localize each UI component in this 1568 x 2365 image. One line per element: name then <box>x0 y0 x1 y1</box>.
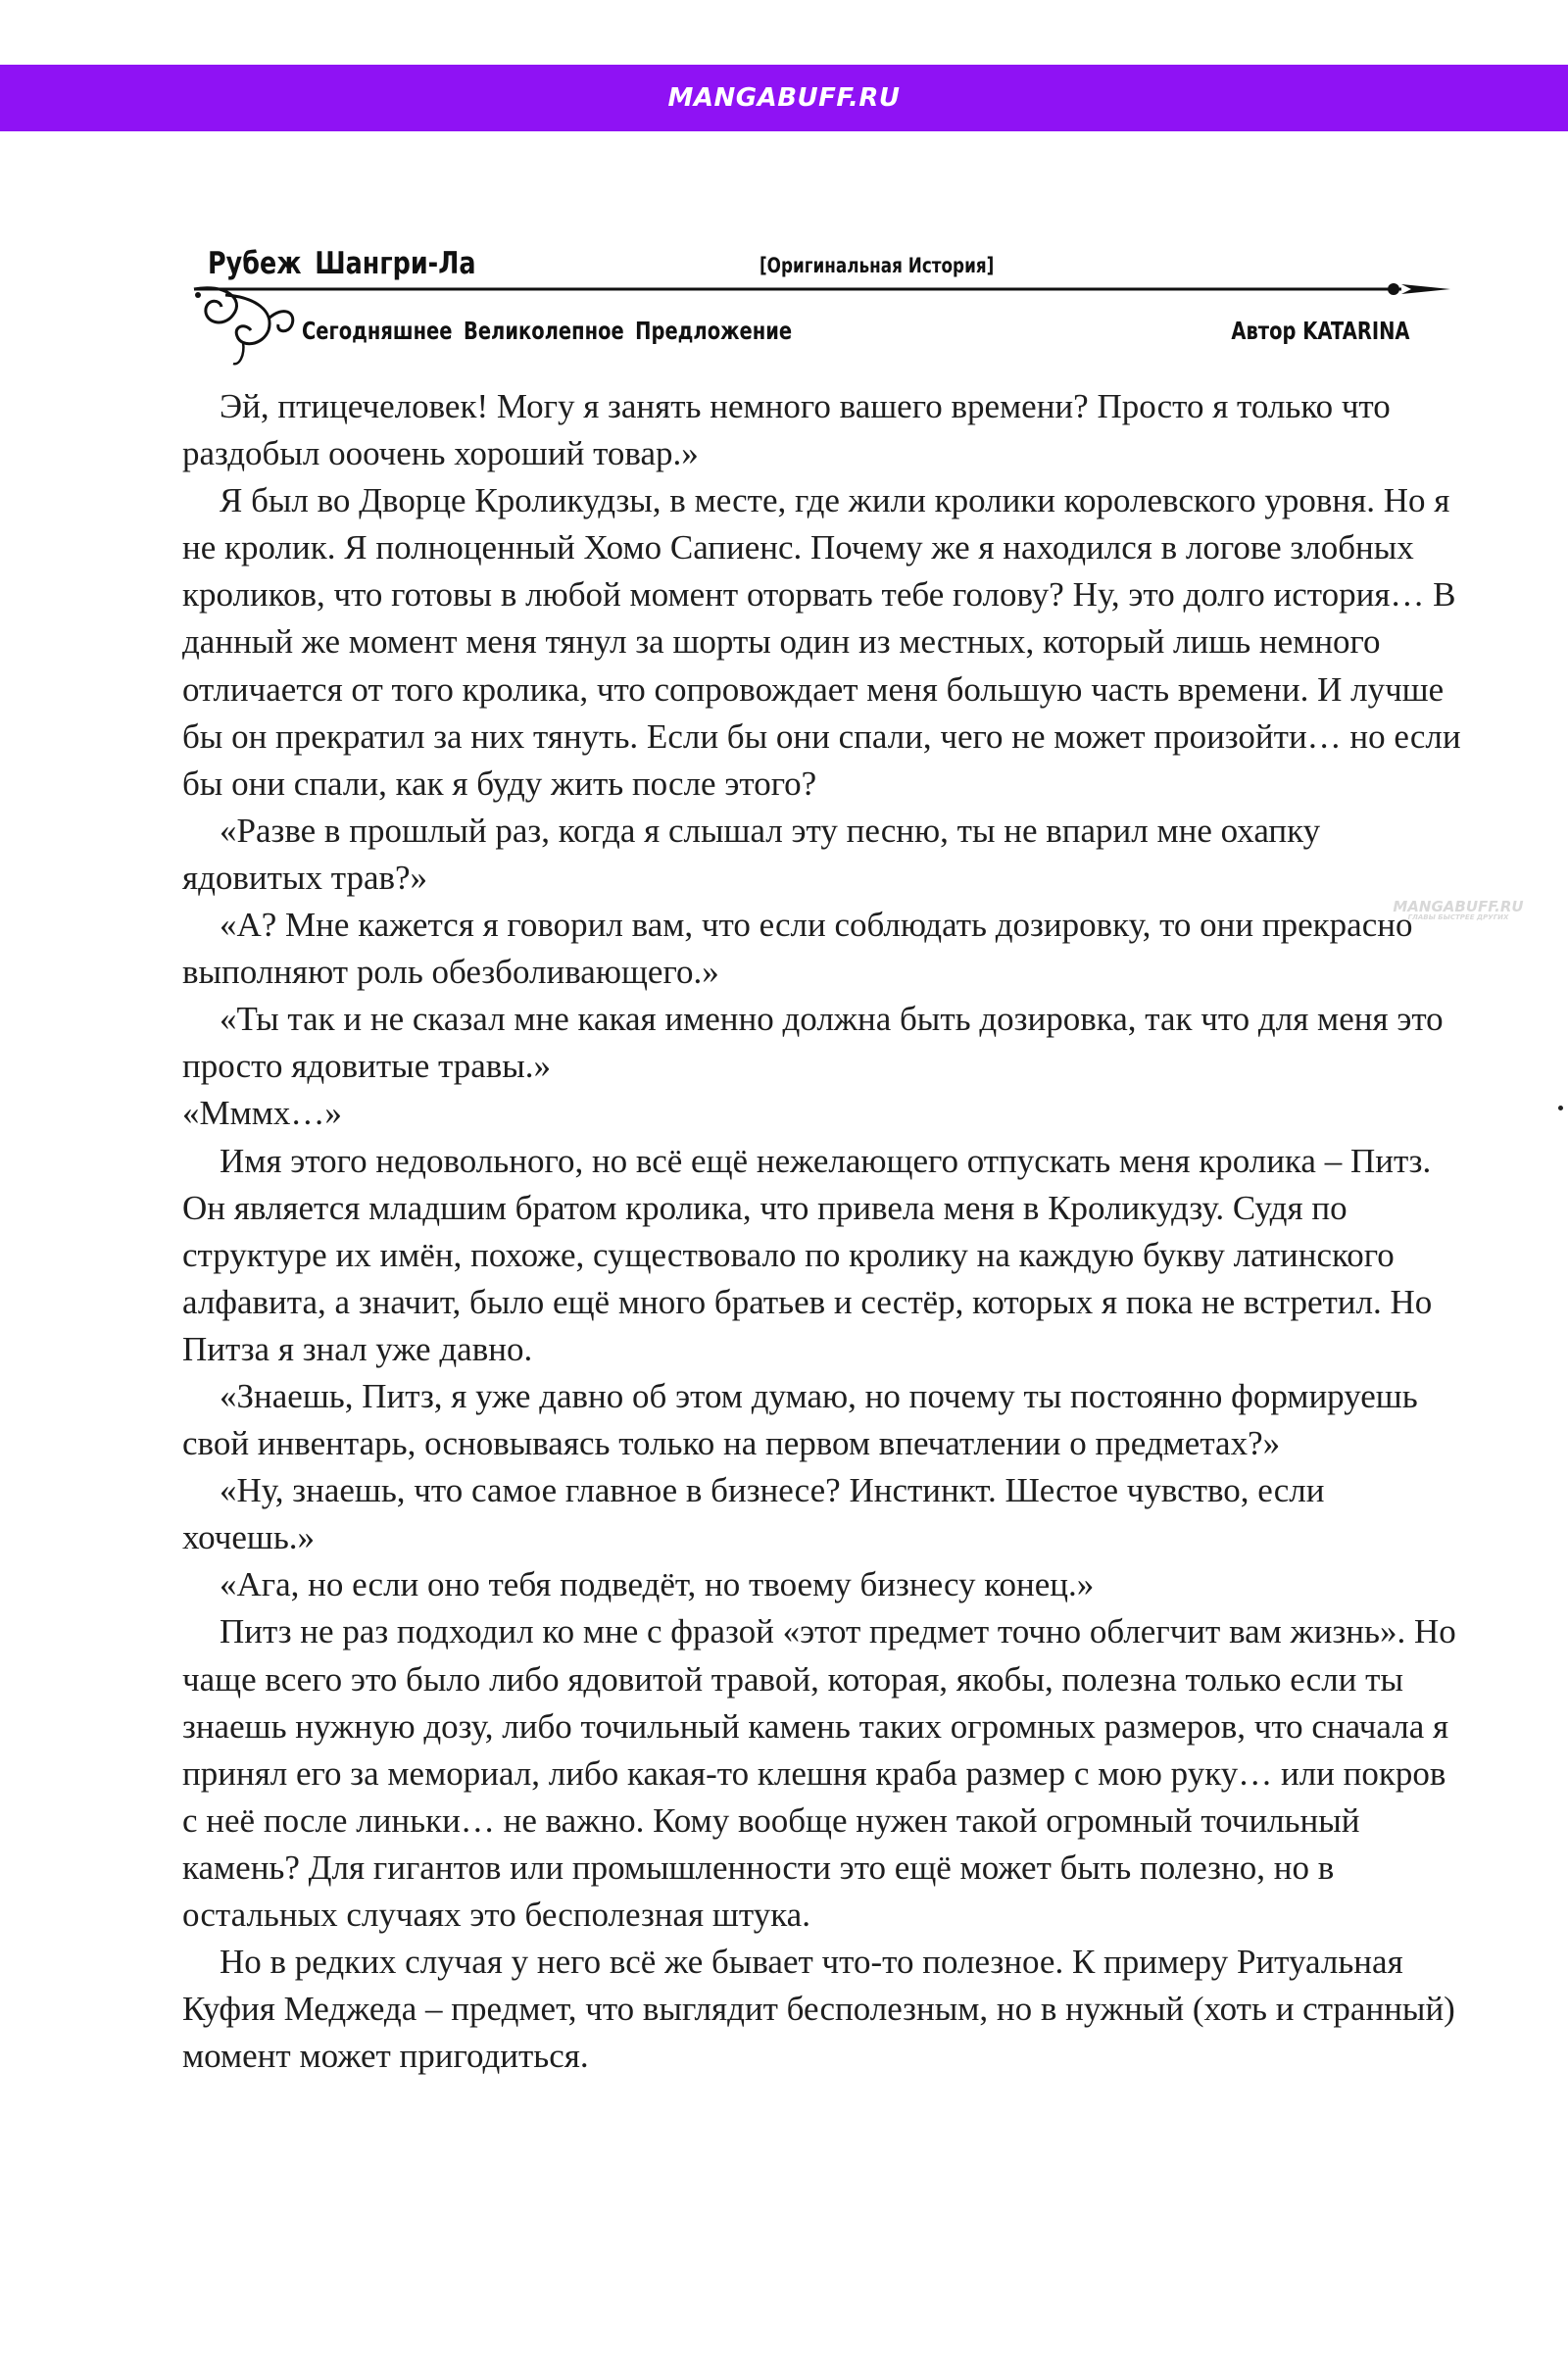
site-logo[interactable]: MANGABUFF.RU <box>667 83 901 113</box>
paragraph: «Ага, но если оно тебя подведёт, но твоему бизнесу конец.» <box>220 1565 1095 1604</box>
watermark <box>1380 900 1537 921</box>
paragraph: «Мммх…» <box>182 1094 342 1133</box>
story-text <box>182 383 1462 2080</box>
paragraph: «Знаешь, Питз, я уже давно об этом думаю, но почему ты постоянно формируешь свой инвентарь, основываясь только на первом впечатлении о предметах?» <box>182 1376 1418 1463</box>
watermark-logo: MANGABUFF.RU <box>1393 898 1524 915</box>
paragraph: «А? Мне кажется я говорил вам, что если соблюдать дозировку, то они прекрасно выполняют роль обезболивающего.» <box>182 906 1413 992</box>
paragraph: «Разве в прошлый раз, когда я слышал эту песню, ты не впарил мне охапку ядовитых трав?» <box>182 811 1321 897</box>
book-title: Рубеж Шангри-Ла <box>208 246 476 281</box>
paragraph: Но в редких случая у него всё же бывает что-то полезное. К примеру Ритуальная Куфия Меджеда – предмет, что выглядит бесполезным, но в нужный (хоть и странный) момент может пригодиться. <box>182 1943 1455 2076</box>
story-type-label: [Оригинальная История] <box>760 254 995 277</box>
paragraph: «Ты так и не сказал мне какая именно должна быть дозировка, так что для меня это просто ядовитые травы.» <box>182 1000 1444 1086</box>
chapter-title: Сегодняшнее Великолепное Предложение <box>302 317 793 345</box>
paragraph: Я был во Дворце Кроликудзы, в месте, где жили кролики королевского уровня. Но я не кролик. Я полноценный Хомо Сапиенс. Почему же я находился в логове злобных кроликов, что готовы в любой момент оторвать тебе голову? Ну, это долго история… В данный же момент меня тянул за шорты один из местных, который лишь немного отличается от того кролика, что сопровождает меня большую часть времени. И лучше бы он прекратил за них тянуть. Если бы они спали, чего не может произойти… но если бы они спали, как я буду жить после этого? <box>182 481 1461 803</box>
paragraph: «Ну, знаешь, что самое главное в бизнесе? Инстинкт. Шестое чувство, если хочешь.» <box>182 1471 1325 1557</box>
paragraph: Имя этого недовольного, но всё ещё нежелающего отпускать меня кролика – Питз. Он является младшим братом кролика, что привела меня в Кроликудзу. Судя по структуре их имён, похоже, существовало по кролику на каждую букву латинского алфавита, а значит, было ещё много братьев и сестёр, которых я пока не встретил. Но Питза я знал уже давно. <box>182 1141 1433 1368</box>
author-credit: Автор KATARINA <box>1230 317 1409 345</box>
margin-mark <box>1558 1106 1563 1110</box>
paragraph: Питз не раз подходил ко мне с фразой «этот предмет точно облегчит вам жизнь». Но чаще всего это было либо ядовитой травой, которая, якобы, полезна только если ты знаешь нужную дозу, либо точильный камень таких огромных размеров, что сначала я принял его за мемориал, либо какая-то клешня краба размер с мою руку… или покров с неё после линьки… не важно. Кому вообще нужен такой огромный точильный камень? Для гигантов или промышленности это ещё может быть полезно, но в остальных случаях это бесполезная штука. <box>182 1612 1456 1934</box>
watermark-tagline: ГЛАВЫ БЫСТРЕЕ ДРУГИХ <box>1407 913 1509 921</box>
paragraph: Эй, птицечеловек! Могу я занять немного вашего времени? Просто я только что раздобыл ооочень хороший товар.» <box>182 387 1391 473</box>
site-banner <box>0 65 1568 131</box>
page-header <box>186 240 1460 377</box>
